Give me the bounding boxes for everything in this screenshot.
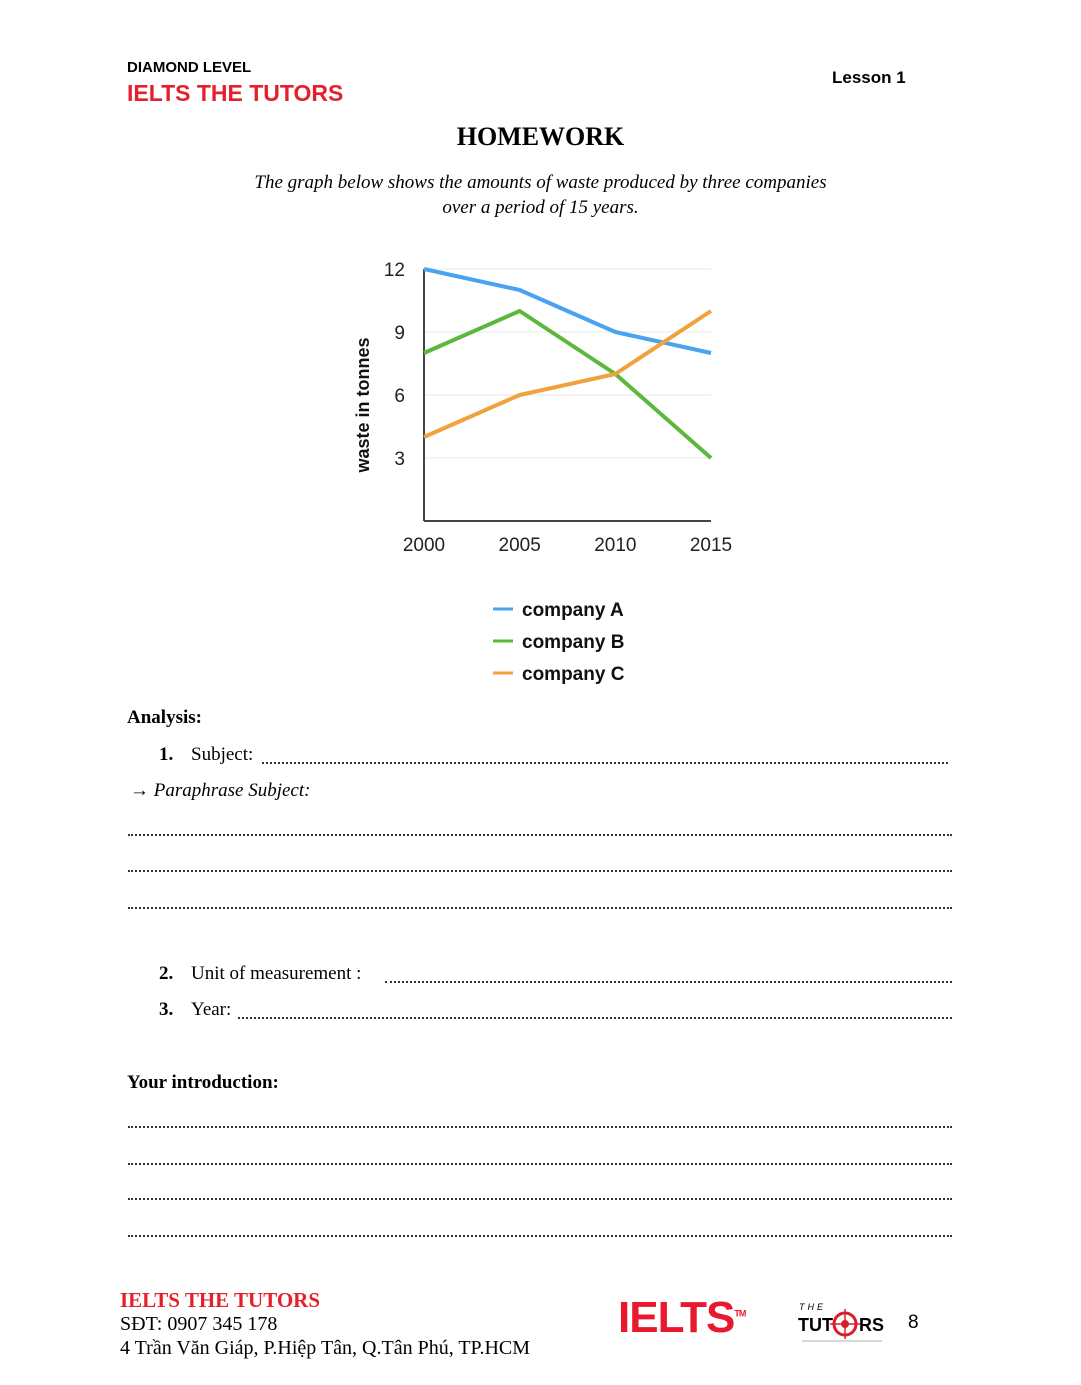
description-line: over a period of 15 years. [442, 197, 639, 218]
y-tick-label: 3 [394, 449, 405, 470]
item-number: 3. [159, 999, 174, 1020]
legend-label: company B [522, 632, 625, 653]
ielts-logo: IELTS™ [618, 1293, 746, 1342]
legend-label: company C [522, 664, 625, 685]
brand-title: IELTS THE TUTORS [127, 80, 344, 106]
analysis-heading: Analysis: [127, 707, 202, 728]
unit-answer-line[interactable] [385, 981, 952, 983]
answer-line[interactable] [128, 834, 952, 836]
intro-line[interactable] [128, 1163, 952, 1165]
svg-text:RS: RS [859, 1315, 885, 1335]
svg-text:TUT: TUT [798, 1315, 833, 1335]
description-line: The graph below shows the amounts of waste produced by three companies [254, 172, 827, 193]
footer-phone: SĐT: 0907 345 178 [120, 1313, 278, 1335]
y-axis-label: waste in tonnes [353, 337, 373, 473]
y-tick-label: 6 [394, 386, 405, 407]
page-number: 8 [908, 1312, 919, 1333]
subject-label: Subject: [191, 744, 254, 765]
y-tick-label: 9 [394, 323, 405, 344]
legend-label: company A [522, 600, 624, 621]
x-tick-label: 2005 [498, 535, 541, 556]
y-tick-label: 12 [383, 260, 405, 281]
answer-line[interactable] [128, 870, 952, 872]
page-title: HOMEWORK [456, 122, 625, 151]
intro-line[interactable] [128, 1235, 952, 1237]
year-answer-line[interactable] [238, 1017, 952, 1019]
intro-line[interactable] [128, 1198, 952, 1200]
footer-address: 4 Trần Văn Giáp, P.Hiệp Tân, Q.Tân Phú, TP.HCM [120, 1337, 531, 1359]
the-tutors-logo [796, 1300, 888, 1346]
paraphrase-label: Paraphrase Subject: [153, 780, 311, 801]
item-number: 1. [159, 744, 174, 765]
svg-text:THE: THE [799, 1302, 826, 1312]
item-number: 2. [159, 963, 174, 984]
year-label: Year: [191, 999, 232, 1020]
footer-brand: IELTS THE TUTORS [120, 1288, 321, 1312]
x-tick-label: 2010 [594, 535, 637, 556]
paraphrase-row [130, 780, 310, 802]
lesson-label: Lesson 1 [832, 68, 906, 87]
intro-line[interactable] [128, 1126, 952, 1128]
arrow-icon: → [130, 780, 149, 801]
unit-label: Unit of measurement : [191, 963, 362, 984]
subject-answer-line[interactable] [262, 762, 948, 764]
introduction-heading: Your introduction: [127, 1072, 279, 1093]
level-label: DIAMOND LEVEL [127, 59, 252, 76]
x-tick-label: 2015 [689, 535, 733, 556]
answer-line[interactable] [128, 907, 952, 909]
x-tick-label: 2000 [402, 535, 446, 556]
